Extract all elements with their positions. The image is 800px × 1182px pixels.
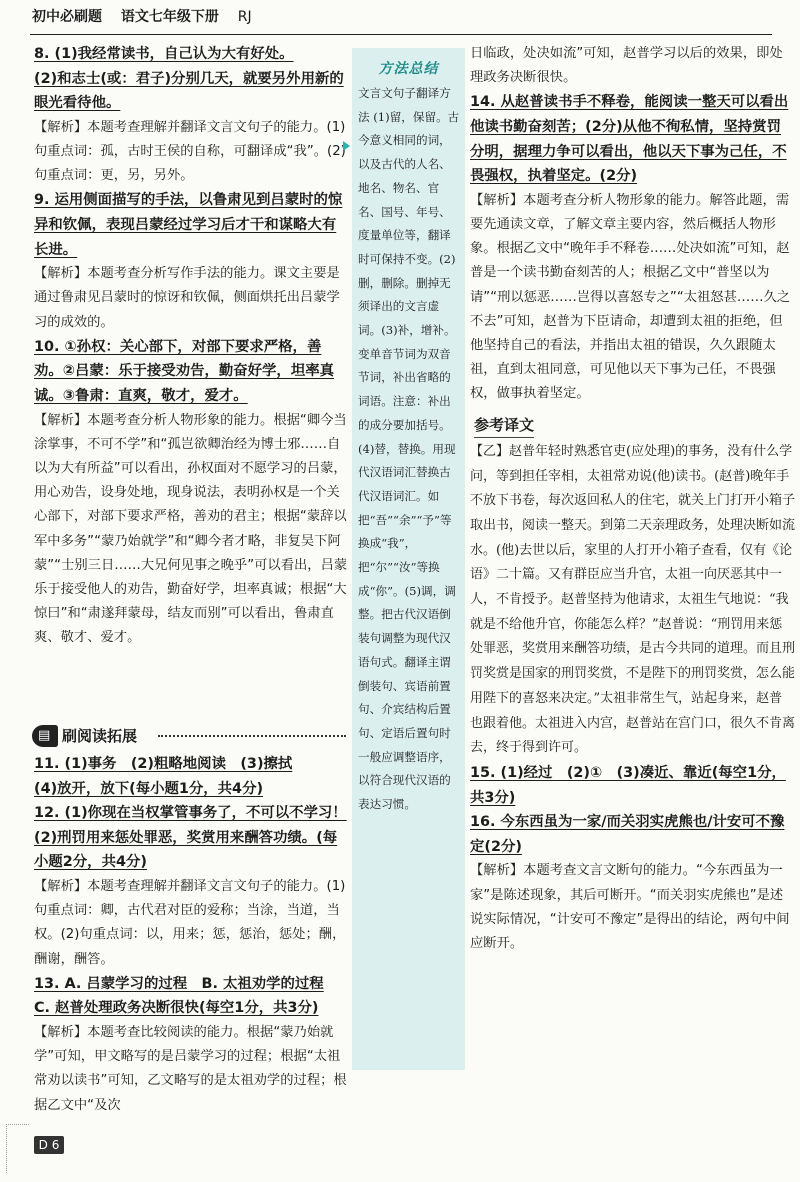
reading-section-banner (32, 725, 348, 747)
answer-13-ab: 13. A. 吕蒙学习的过程 B. 太祖劝学的过程 (34, 975, 324, 992)
edition-label: RJ (237, 9, 252, 25)
answer-8-2: (2)和志士(或：君子)分别几天，就要另外用新的眼光看待他。 (34, 70, 344, 112)
left-column (34, 42, 349, 651)
explanation-12: 【解析】本题考查理解并翻译文言文句子的能力。(1)句重点词：卿，古代君对臣的爱称；当涂，当道，当权。(2)句重点词：以，用来；惩，惩治，惩处；酬，酬谢，酬答。 (34, 878, 346, 967)
pointer-arrow-icon (343, 141, 350, 151)
explanation-9: 【解析】本题考查分析写作手法的能力。课文主要是通过鲁肃见吕蒙时的惊讶和钦佩，侧面烘托出吕蒙学习的成效的。 (34, 266, 340, 330)
dotted-divider (158, 735, 346, 737)
sidebar-title: 方法总结 (378, 61, 439, 77)
answer-10: 10. ①孙权：关心部下，对部下要求严格，善劝。②吕蒙：乐于接受劝告，勤奋好学，坦率真诚。③鲁肃：直爽，敬才，爱才。 (34, 338, 334, 404)
margin-mark (6, 1124, 29, 1173)
reference-translation-title: 参考译文 (474, 413, 534, 438)
page-header (32, 6, 772, 34)
answer-8-1: 8. (1)我经常读书，自己认为大有好处。 (34, 46, 294, 62)
explanation-13-cont: 日临政，处决如流”可知，赵普学习以后的效果，即处理政务决断很快。 (470, 46, 783, 86)
page-number: D 6 (34, 1136, 64, 1154)
sidebar-body: 文言文句子翻译方法 (1)留，保留。古今意义相同的词，以及古代的人名、地名、物名、官名、国号、年号、度量单位等，翻译时可保持不变。(2)删，删除。删掉无须译出的文言虚词。(3)补，增补。变单音节词为双音节词，补出省略的词语。注意：补出的成分要加括号。(4)替，替换。用现代汉语词汇替换古代汉语词汇。如把“吾”“余”“予”等换成“我”，把“尔”“汝”等换成“你”。(5)调，调整。把古代汉语倒装句调整为现代汉语句式。翻译主谓倒装句、宾语前置句、介宾结构后置句、定语后置句时一般应调整语序，以符合现代汉语的表达习惯。 (358, 86, 460, 812)
method-summary-sidebar (352, 48, 465, 1070)
explanation-13: 【解析】本题考查比较阅读的能力。根据“蒙乃始就学”可知，甲文略写的是吕蒙学习的过程；根据“太祖常劝以读书”可知，乙文略写的是太祖劝学的过程；根据乙文中“及次 (34, 1024, 347, 1113)
answer-9: 9. 运用侧面描写的手法，以鲁肃见到吕蒙时的惊异和钦佩，表现吕蒙经过学习后才干和谋略大有长进。 (34, 192, 343, 258)
answer-12-2: (2)刑罚用来惩处罪恶，奖赏用来酬答功绩。(每小题2分，共4分) (34, 829, 338, 871)
explanation-8: 【解析】本题考查理解并翻译文言文句子的能力。(1)句重点词：孤，古时王侯的自称，可翻译成“我”。(2)句重点词：更，另，另外。 (34, 119, 346, 184)
explanation-16: 【解析】本题考查文言文断句的能力。“今东西虽为一家”是陈述现象，其后可断开。“而关羽实虎熊也”是述说实际情况，“计安可不豫定”是得出的结论，两句中间应断开。 (470, 863, 790, 951)
book-title: 语文七年级下册 (120, 9, 219, 25)
answer-12-1: 12. (1)你现在当权掌管事务了，不可以不学习！ (34, 805, 347, 822)
answer-15: 15. (1)经过 (2)① (3)凑近、靠近(每空1分，共3分) (470, 764, 786, 806)
header-divider (30, 34, 772, 35)
reference-translation-text: 【乙】赵普年轻时熟悉官吏(应处理)的事务，没有什么学问，等到担任宰相，太祖常劝说(他)读书。(赵普)晚年手不放下书卷，每次返回私人的住宅，就关上门打开小箱子取出书，阅读一整天。到第二天亲理政务，处理决断如流水。(他)去世以后，家里的人打开小箱子查看，仅有《论语》二十篇。又有群臣应当升官，太祖一向厌恶其中一人，不肯授予。赵普坚持为他请求，太祖生气地说：“我就是不给他升官，你能怎么样？”赵普说：“刑罚用来惩处罪恶，奖赏用来酬答功绩，是古今共同的道理。而且刑罚奖赏是国家的刑罚奖赏，不是陛下的刑罚奖赏，怎么能用陛下的喜怒来决定。”太祖非常生气，站起身来，赵普也跟着他。太祖进入内宫，赵普站在宫门口，很久不肯离去，终于得到许可。 (470, 443, 796, 756)
answer-11-b: (4)放开，放下(每小题1分，共4分) (34, 780, 264, 797)
answer-16: 16. 今东西虽为一家/而关羽实虎熊也/计安可不豫定(2分) (470, 814, 785, 855)
answer-13-c: C. 赵普处理政务决断很快(每空1分，共3分) (34, 1000, 319, 1017)
series-title: 初中必刷题 (32, 9, 102, 25)
right-column (470, 42, 795, 956)
reading-section-label: 刷阅读拓展 (62, 727, 138, 745)
left-column-lower (34, 752, 349, 1118)
book-icon: ▤ (32, 725, 58, 747)
answer-14: 14. 从赵普读书手不释卷，能阅读一整天可以看出他读书勤奋刻苦；(2分)从他不徇私情，坚持赏罚分明，据理力争可以看出，他以天下事为己任，不畏强权，执着坚定。(2分) (470, 94, 789, 185)
answer-11-a: 11. (1)事务 (2)粗略地阅读 (3)擦拭 (34, 756, 293, 772)
explanation-10: 【解析】本题考查分析人物形象的能力。根据“卿今当涂掌事，不可不学”和“孤岂欲卿治经为博士邪……自以为大有所益”可以看出，孙权面对不愿学习的吕蒙，用心劝告，设身处地，现身说法，表明孙权是一个关心部下，对部下要求严格，善劝的君主；根据“蒙辞以军中多务”“蒙乃始就学”和“卿今者才略，非复吴下阿蒙”“士别三日……大兄何见事之晚乎”可以看出，吕蒙乐于接受他人的劝告，勤奋好学，坦率真诚；根据“大惊曰”和“肃遂拜蒙母，结友而别”可以看出，鲁肃直爽、敬才、爱才。 (34, 412, 348, 646)
explanation-14: 【解析】本题考查分析人物形象的能力。解答此题，需要先通读文章，了解文章主要内容，然后概括人物形象。根据乙文中“晚年手不释卷……处决如流”可知，赵普是一个读书勤奋刻苦的人；根据乙文中“普坚以为请”“刑以惩恶……岂得以喜怒专之”“太祖怒甚……久之不去”可知，赵普为下臣请命，却遭到太祖的拒绝，但他坚持自己的看法，并指出太祖的错误，久久跟随太祖，直到太祖同意，可见他以天下事为己任，不畏强权，做事执着坚定。 (470, 192, 791, 402)
